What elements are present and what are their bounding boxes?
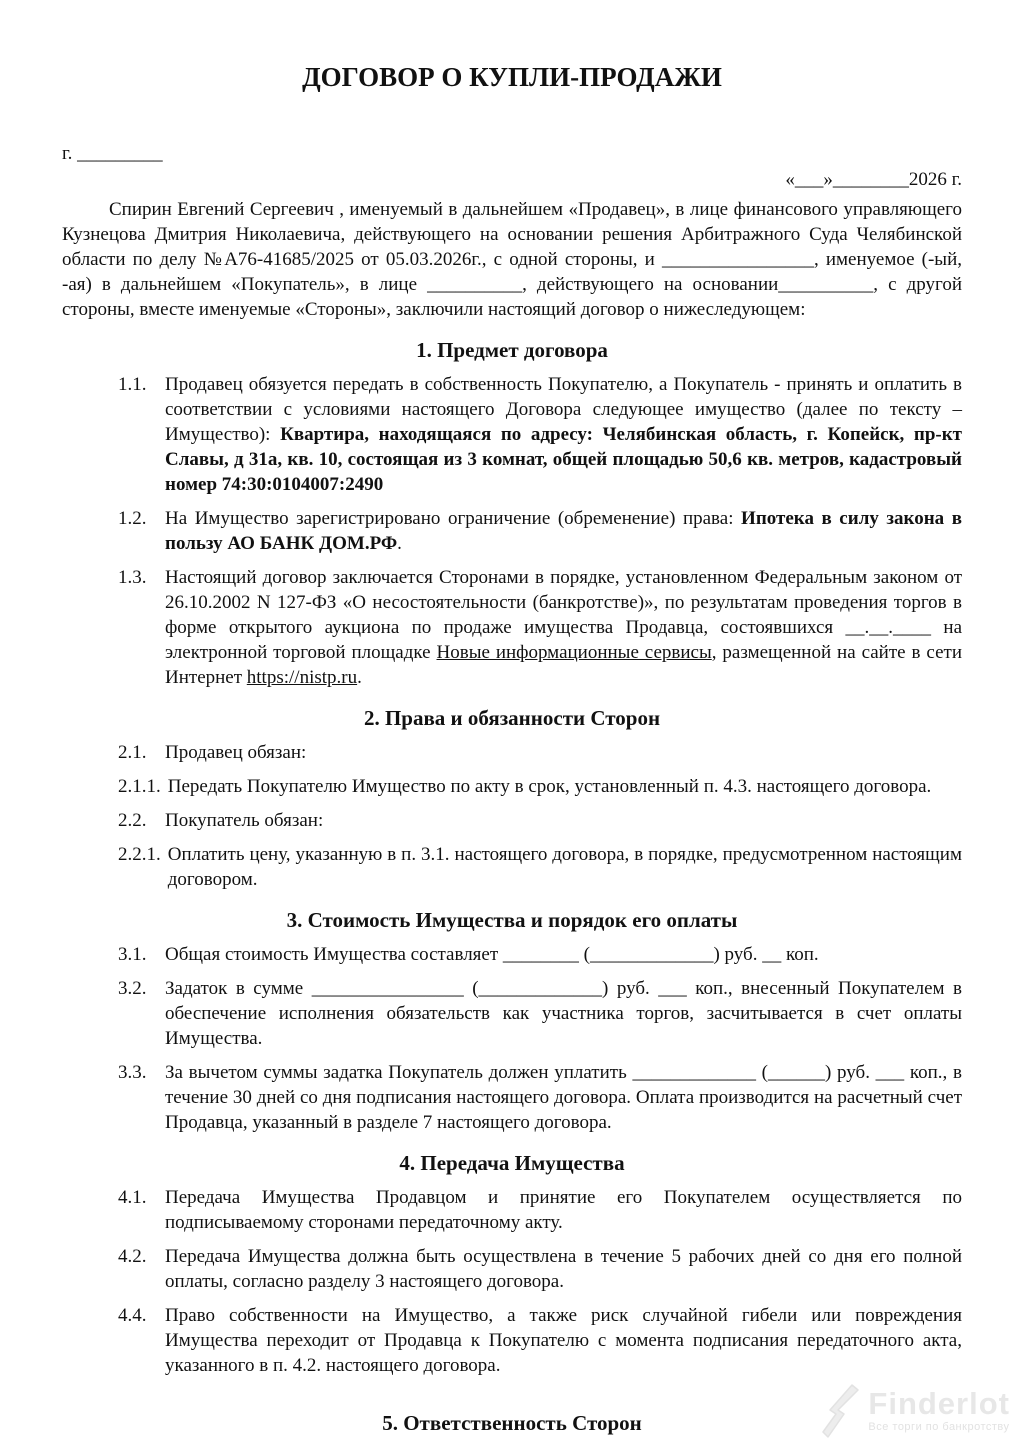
section-heading: 2. Права и обязанности Сторон xyxy=(363,706,661,730)
clause-text xyxy=(165,942,962,967)
clause-text-run: Передача Имущества Продавцом и принятие его Покупателем осуществляется по подписываемому сторонами передаточному акту. xyxy=(165,1187,962,1233)
clause-text-run: Настоящий договор заключается Сторонами в порядке, установленном Федеральным законом от 26.10.2002 N 127-ФЗ «О несостоятельности (банкротстве)», по результатам проведения торгов в форме открытого аукциона по продаже имущества Продавца, состоявшихся __.__.____ на электронной торговой площадке xyxy=(165,567,962,663)
clause-number: 2.1.1. xyxy=(118,776,161,797)
clause-number: 1.3. xyxy=(118,567,147,588)
contract-clause xyxy=(118,1185,962,1235)
section-heading: 4. Передача Имущества xyxy=(399,1151,625,1175)
clause-text-run: Оплатить цену, указанную в п. 3.1. настоящего договора, в порядке, предусмотренном настоящим договором. xyxy=(167,844,962,890)
clause-text-run: Продавец обязан: xyxy=(165,742,307,763)
contract-clause xyxy=(118,372,962,497)
contract-clause xyxy=(118,942,962,967)
sections-container xyxy=(62,337,962,1436)
preamble-paragraph: Спирин Евгений Сергеевич , именуемый в дальнейшем «Продавец», в лице финансового управляющего Кузнецова Дмитрия Николаевича, действующего на основании решения Арбитражного Суда Челябинской области по делу №А76-41685/2025 от 05.03.2026г., с одной стороны, и ________________, именуемое (-ый, -ая) в дальнейшем «Покупатель», в лице __________, действующего на основании__________, с другой стороны, вместе именуемые «Стороны», заключили настоящий договор о нижеследующем: xyxy=(62,199,962,320)
clause-text xyxy=(165,1185,962,1235)
clause-text xyxy=(168,842,962,892)
clause-text-run: . xyxy=(397,533,402,554)
clause-number: 1.2. xyxy=(118,508,147,529)
clause-text-run: За вычетом суммы задатка Покупатель должен уплатить _____________ (______) руб. ___ коп., в течение 30 дней со дня подписания настоящего договора. Оплата производится на расчетный счет Продавца, указанный в разделе 7 настоящего договора. xyxy=(165,1062,962,1133)
clause-text-run: , размещенной на сайте в сети Интернет xyxy=(165,642,962,688)
clause-number: 3.3. xyxy=(118,1062,147,1083)
city-line: г. _________ xyxy=(62,143,163,164)
finderlot-logo-icon xyxy=(818,1382,862,1440)
clause-number: 1.1. xyxy=(118,374,147,395)
contract-clause xyxy=(118,808,962,833)
contract-clause xyxy=(118,506,962,556)
watermark-tagline: Все торги по банкротству xyxy=(868,1420,1010,1433)
clause-number: 4.4. xyxy=(118,1305,147,1326)
contract-clause xyxy=(118,1060,962,1135)
clause-number: 4.1. xyxy=(118,1187,147,1208)
finderlot-watermark xyxy=(818,1382,1010,1440)
clause-text xyxy=(165,372,962,497)
clause-number: 2.2.1. xyxy=(118,844,161,865)
contract-clause xyxy=(118,774,962,799)
clause-text-run: Передача Имущества должна быть осуществлена в течение 5 рабочих дней со дня его полной оплаты, согласно разделу 3 настоящего договора. xyxy=(165,1246,962,1292)
contract-clause xyxy=(118,842,962,892)
section-heading: 5. Ответственность Сторон xyxy=(382,1411,642,1435)
watermark-brand: Finderlot xyxy=(868,1385,1010,1421)
clause-text xyxy=(165,1060,962,1135)
contract-clause xyxy=(118,740,962,765)
clause-text xyxy=(165,506,962,556)
clause-number: 3.2. xyxy=(118,978,147,999)
clause-text-run: Право собственности на Имущество, а также риск случайной гибели или повреждения Имущества переходит от Продавца к Покупателю с момента подписания передаточного акта, указанного в п. 4.2. настоящего договора. xyxy=(165,1305,962,1376)
clause-text-bold: Ипотека в силу закона в пользу АО БАНК ДОМ.РФ xyxy=(165,508,962,554)
document-title: ДОГОВОР О КУПЛИ-ПРОДАЖИ xyxy=(302,62,722,92)
clause-text-run: Продавец обязуется передать в собственность Покупателю, а Покупатель - принять и оплатить в соответствии с условиями настоящего Договора следующее имущество (далее по тексту – Имущество): xyxy=(165,374,962,445)
contract-clause xyxy=(118,976,962,1051)
clause-text-run: Общая стоимость Имущества составляет ________ (_____________) руб. __ коп. xyxy=(165,944,819,965)
clause-number: 3.1. xyxy=(118,944,147,965)
clause-text xyxy=(165,565,962,690)
clause-text xyxy=(165,740,962,765)
clause-text-run: Покупатель обязан: xyxy=(165,810,324,831)
clause-text-run: . xyxy=(357,667,362,688)
clause-text-run: На Имущество зарегистрировано ограничение (обременение) права: xyxy=(165,508,742,529)
contract-clause xyxy=(118,1303,962,1378)
section-heading: 3. Стоимость Имущества и порядок его оплаты xyxy=(286,908,738,932)
clause-text xyxy=(165,808,962,833)
clause-text xyxy=(165,1303,962,1378)
contract-clause xyxy=(118,565,962,690)
clause-text-bold: Квартира, находящаяся по адресу: Челябинская область, г. Копейск, пр-кт Славы, д 31а, кв. 10, состоящая из 3 комнат, общей площадью 50,6 кв. метров, кадастровый номер 74:30:0104007:2490 xyxy=(165,424,963,495)
clause-text-run: Передать Покупателю Имущество по акту в срок, установленный п. 4.3. настоящего договора. xyxy=(167,776,932,797)
clause-number: 2.2. xyxy=(118,810,147,831)
contract-clause xyxy=(118,1244,962,1294)
watermark-text xyxy=(868,1385,1010,1434)
clause-number: 4.2. xyxy=(118,1246,147,1267)
clause-text xyxy=(165,1244,962,1294)
date-line: «___»________2026 г. xyxy=(785,169,962,190)
clause-text-underlined: Новые информационные сервисы xyxy=(436,642,712,663)
section-heading: 1. Предмет договора xyxy=(416,338,608,362)
clause-text xyxy=(165,976,962,1051)
clause-number: 2.1. xyxy=(118,742,147,763)
clause-text xyxy=(168,774,962,799)
clause-text-underlined: https://nistp.ru xyxy=(246,667,358,688)
clause-text-run: Задаток в сумме ________________ (_____________) руб. ___ коп., внесенный Покупателем в обеспечение исполнения обязательств как участника торгов, засчитывается в счет оплаты Имущества. xyxy=(165,978,962,1049)
